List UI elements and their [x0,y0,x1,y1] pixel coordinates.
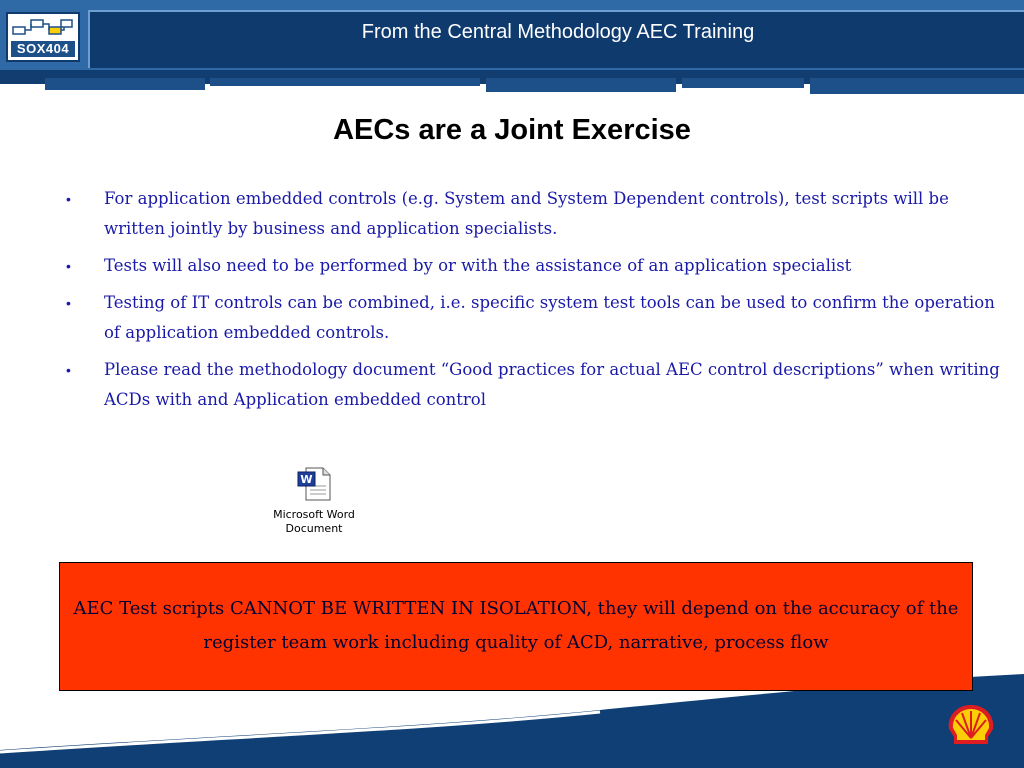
word-document-icon[interactable] [296,466,332,502]
word-document-label-line1: Microsoft Word [273,508,355,521]
word-document-label [262,508,366,536]
bullet-text: For application embedded controls (e.g. System and System Dependent controls), test scripts will be written jointly by business and application specialists. [104,189,949,238]
sox404-logo [6,12,80,62]
bullet-item [62,288,1010,348]
bullet-list [62,184,1010,422]
word-document-label-line2: Document [285,522,343,535]
bullet-item [62,355,1010,415]
header-steps [0,78,1024,96]
bullet-icon: • [66,295,71,311]
slide-title: AECs are a Joint Exercise [333,114,691,146]
bullet-item [62,184,1010,244]
embedded-word-document[interactable] [262,466,366,542]
shell-logo-icon [944,702,998,750]
warning-callout [59,562,973,691]
bullet-icon: • [66,362,71,378]
bullet-text: Please read the methodology document “Good practices for actual AEC control descriptions” when writing ACDs with and Application embedded control [104,360,1000,409]
bullet-item [62,251,1010,281]
bullet-icon: • [66,258,71,274]
bullet-text: Testing of IT controls can be combined, i.e. specific system test tools can be used to confirm the operation of application embedded controls. [104,293,995,342]
callout-text: AEC Test scripts CANNOT BE WRITTEN IN ISOLATION, they will depend on the accuracy of the register team work including quality of ACD, narrative, process flow [73,598,959,653]
bullet-text: Tests will also need to be performed by or with the assistance of an application specialist [104,256,852,275]
bullet-icon: • [66,191,71,207]
logo-text: SOX404 [11,41,75,57]
flowchart-logo-icon [12,17,74,39]
header-title-box [88,10,1024,68]
header-title: From the Central Methodology AEC Training [361,21,755,43]
svg-text:W: W [300,473,313,486]
